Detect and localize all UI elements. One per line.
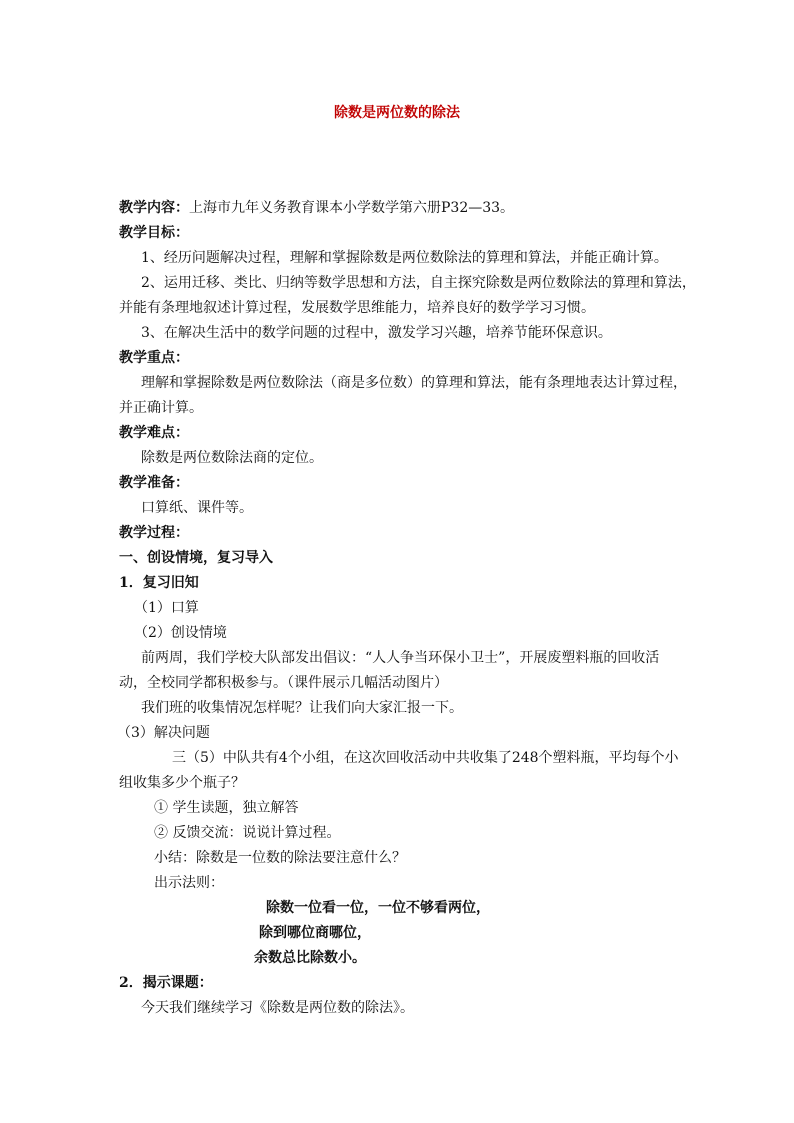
preparation-heading: 教学准备： (119, 475, 189, 491)
rule-intro: 出示法则： (154, 875, 224, 891)
problem-line-1: 三（5）中队共有4个小组，在这次回收活动中共收集了248个塑料瓶，平均每个小 (172, 750, 679, 766)
problem-line-2: 组收集多少个瓶子？ (119, 775, 245, 791)
scene-paragraph-line-1: 前两周，我们学校大队部发出倡议：“人人争当环保小卫士”，开展废塑料瓶的回收活 (141, 650, 660, 666)
summary-question: 小结：除数是一位数的除法要注意什么？ (154, 850, 406, 866)
rule-line-3: 余数总比除数小。 (254, 950, 366, 966)
step-1-heading: 1．复习旧知 (119, 575, 199, 591)
step-2-heading: 2．揭示课题： (119, 975, 213, 991)
preparation-text: 口算纸、课件等。 (141, 500, 253, 516)
objective-item-1: 1、经历问题解决过程，理解和掌握除数是两位数除法的算理和算法，并能正确计算。 (141, 250, 668, 266)
step-read-and-solve: ① 学生读题，独立解答 (154, 800, 299, 816)
step-feedback: ② 反馈交流：说说计算过程。 (154, 825, 341, 841)
key-points-heading: 教学重点： (119, 350, 189, 366)
teaching-content-text: 上海市九年义务教育课本小学数学第六册P32—33。 (189, 200, 515, 216)
class-report-paragraph: 我们班的收集情况怎样呢？让我们向大家汇报一下。 (141, 700, 463, 716)
scene-paragraph-line-2: 动，全校同学都积极参与。（课件展示几幅活动图片） (119, 675, 448, 691)
rule-line-2: 除到哪位商哪位， (259, 925, 371, 941)
objective-item-3: 3、在解决生活中的数学问题的过程中，激发学习兴趣，培养节能环保意识。 (141, 325, 612, 341)
sub-item-oral-calc: （1）口算 (134, 600, 199, 616)
rule-line-1: 除数一位看一位，一位不够看两位， (266, 900, 490, 916)
process-heading: 教学过程： (119, 525, 189, 541)
teaching-content-label: 教学内容： (119, 200, 189, 216)
sub-item-solve-problem: （3）解决问题 (117, 725, 210, 741)
teaching-content (119, 198, 514, 218)
key-points-line-2: 并正确计算。 (119, 400, 203, 416)
closing-paragraph: 今天我们继续学习《除数是两位数的除法》。 (141, 1000, 414, 1016)
key-points-line-1: 理解和掌握除数是两位数除法（商是多位数）的算理和算法，能有条理地表达计算过程， (141, 375, 687, 391)
objectives-heading: 教学目标： (119, 225, 189, 241)
page-title: 除数是两位数的除法 (334, 105, 460, 121)
objective-item-2-line-1: 2、运用迁移、类比、归纳等数学思想和方法，自主探究除数是两位数除法的算理和算法， (141, 275, 696, 291)
objective-item-2-line-2: 并能有条理地叙述计算过程，发展数学思维能力，培养良好的数学学习习惯。 (119, 300, 595, 316)
sub-item-create-scene: （2）创设情境 (134, 625, 227, 641)
difficulties-text: 除数是两位数除法商的定位。 (141, 450, 323, 466)
difficulties-heading: 教学难点： (119, 425, 189, 441)
section-1-heading: 一、创设情境，复习导入 (119, 550, 273, 566)
